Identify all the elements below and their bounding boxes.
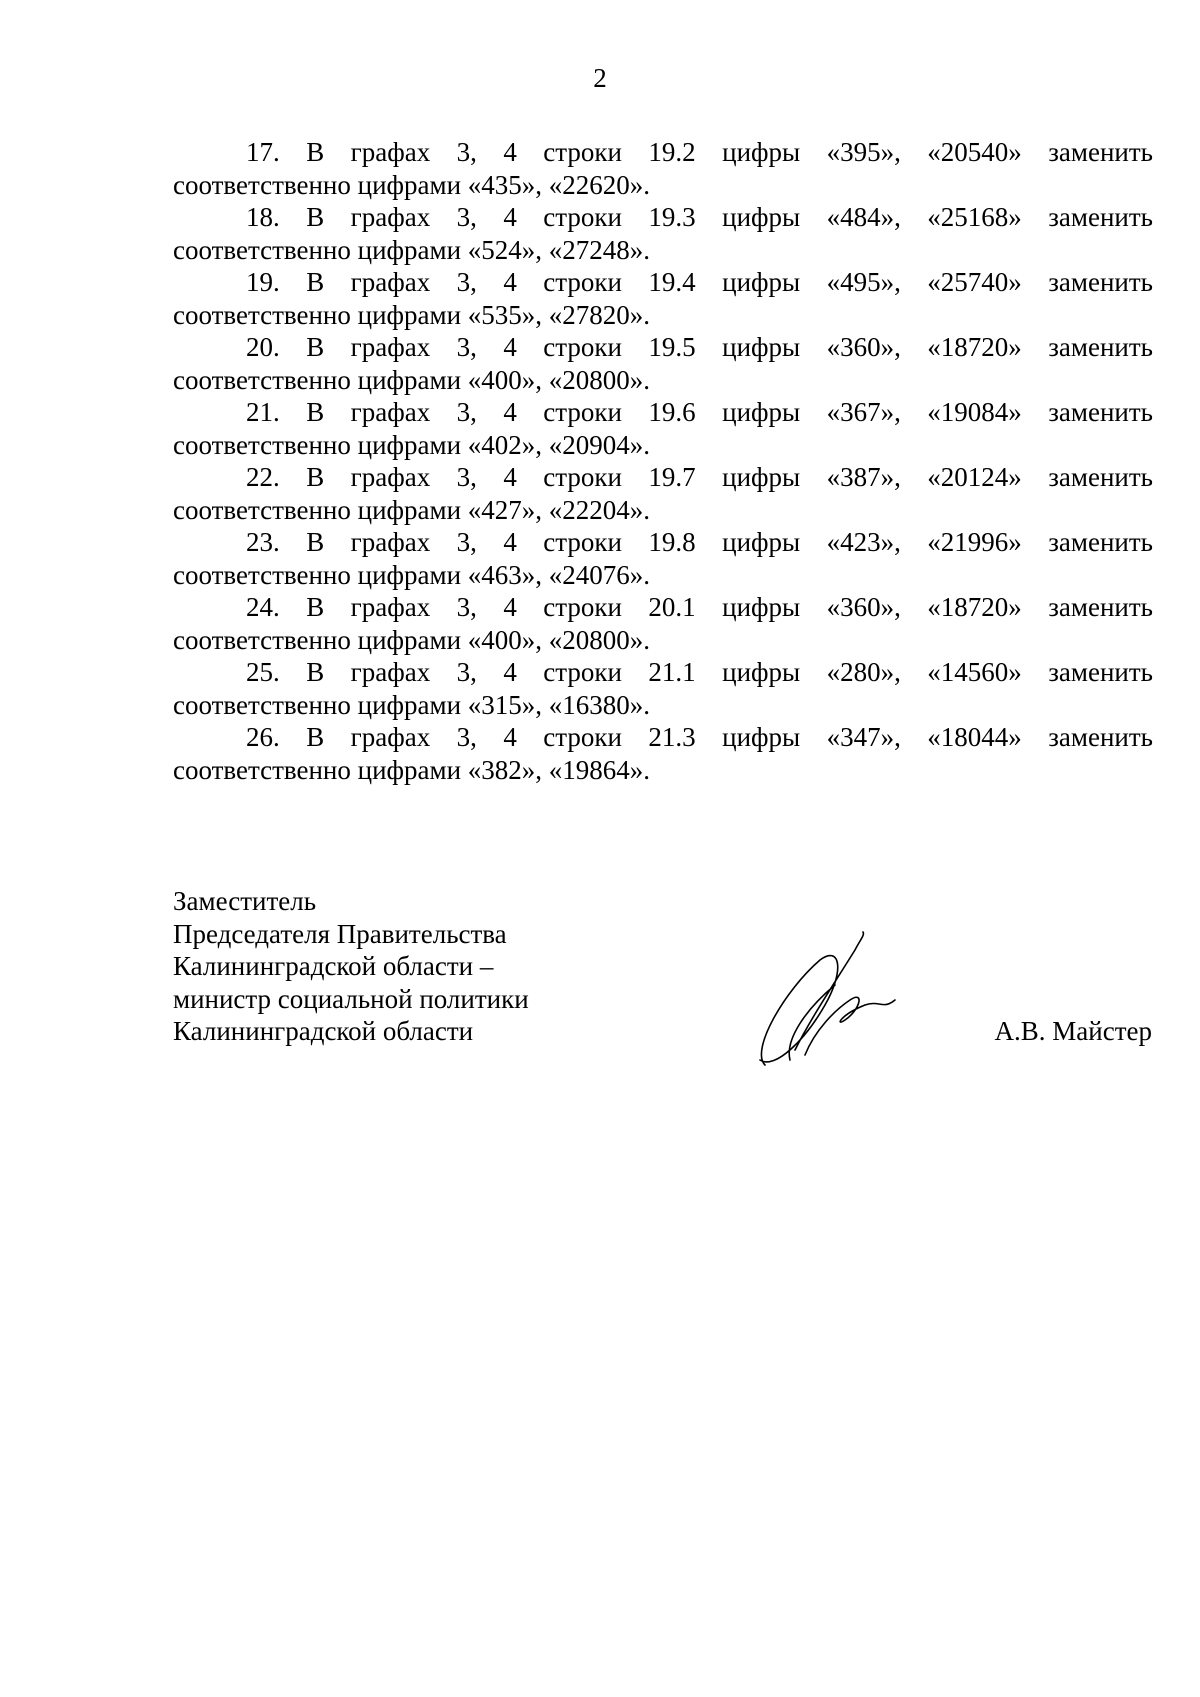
item-line: 20. В графах 3, 4 строки 19.5 цифры «360», «18720» заменить (246, 332, 1153, 362)
list-item (173, 396, 1153, 461)
page-number: 2 (593, 63, 607, 93)
signatory-title-line: министр социальной политики (173, 983, 529, 1014)
list-item (173, 331, 1153, 396)
item-continuation: соответственно цифрами «435», «22620». (173, 169, 651, 200)
list-item (173, 656, 1153, 721)
list-item (173, 266, 1153, 331)
item-continuation: соответственно цифрами «463», «24076». (173, 559, 651, 590)
signatory-title-line: Заместитель (173, 886, 317, 916)
list-item (173, 201, 1153, 266)
item-line: 17. В графах 3, 4 строки 19.2 цифры «395», «20540» заменить (246, 137, 1153, 167)
item-continuation: соответственно цифрами «315», «16380». (173, 689, 651, 720)
item-continuation: соответственно цифрами «402», «20904». (173, 429, 651, 460)
list-item (173, 526, 1153, 591)
item-line: 22. В графах 3, 4 строки 19.7 цифры «387», «20124» заменить (246, 462, 1153, 492)
document-body (173, 136, 1153, 786)
signatory-name: А.В. Майстер (994, 1016, 1152, 1046)
item-continuation: соответственно цифрами «524», «27248». (173, 234, 651, 265)
signatory-title-line: Калининградской области (173, 1016, 474, 1046)
list-item (173, 461, 1153, 526)
item-line: 25. В графах 3, 4 строки 21.1 цифры «280», «14560» заменить (246, 657, 1153, 687)
signatory-title-line: Председателя Правительства (173, 918, 507, 949)
item-continuation: соответственно цифрами «400», «20800». (173, 364, 651, 395)
item-continuation: соответственно цифрами «400», «20800». (173, 624, 651, 655)
list-item (173, 591, 1153, 656)
signatory-title-line: Калининградской области – (173, 951, 494, 981)
item-line: 19. В графах 3, 4 строки 19.4 цифры «495», «25740» заменить (246, 267, 1153, 297)
handwritten-signature-icon (745, 930, 915, 1080)
list-item (173, 136, 1153, 201)
item-line: 21. В графах 3, 4 строки 19.6 цифры «367», «19084» заменить (246, 397, 1153, 427)
list-item (173, 721, 1153, 786)
item-continuation: соответственно цифрами «382», «19864». (173, 754, 651, 785)
signatory-title (173, 885, 773, 1048)
item-line: 26. В графах 3, 4 строки 21.3 цифры «347», «18044» заменить (246, 722, 1153, 752)
item-line: 18. В графах 3, 4 строки 19.3 цифры «484», «25168» заменить (246, 202, 1153, 232)
item-line: 24. В графах 3, 4 строки 20.1 цифры «360», «18720» заменить (246, 592, 1153, 622)
item-continuation: соответственно цифрами «427», «22204». (173, 494, 651, 525)
item-line: 23. В графах 3, 4 строки 19.8 цифры «423», «21996» заменить (246, 527, 1153, 557)
item-continuation: соответственно цифрами «535», «27820». (173, 299, 651, 330)
